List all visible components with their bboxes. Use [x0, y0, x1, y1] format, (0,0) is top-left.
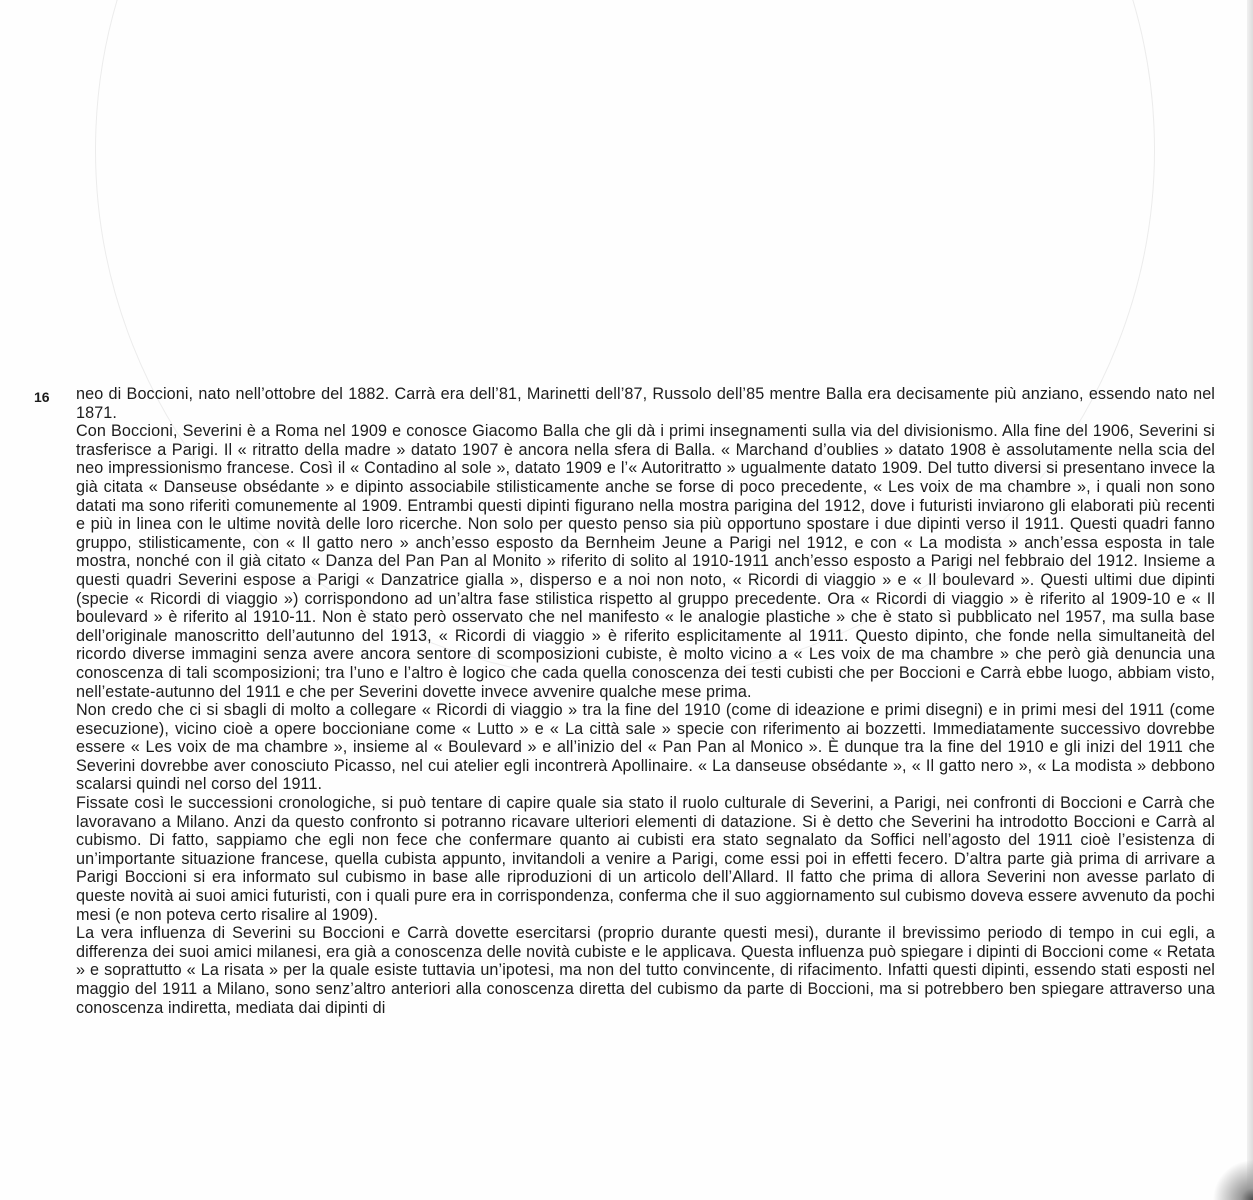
paragraph: neo di Boccioni, nato nell’ottobre del 1882. Carrà era dell’81, Marinetti dell’87, Russolo dell’85 mentre Balla era decisamente più anziano, essendo nato nel 1871. — [76, 385, 1215, 422]
page-edge — [1247, 0, 1253, 1200]
paragraph: Non credo che ci si sbagli di molto a collegare « Ricordi di viaggio » tra la fine del 1910 (come di ideazione e primi disegni) e in primi mesi del 1911 (come esecuzione), vicino cioè a opere boccioniane come « Lutto » e « La città sale » specie con riferimento ai bozzetti. Immediatamente successivo dovrebbe essere « Les voix de ma chambre », insieme al « Boulevard » e all’inizio del « Pan Pan al Monico ». È dunque tra la fine del 1910 e gli inizi del 1911 che Severini dovrebbe aver conosciuto Picasso, nel cui atelier egli incontrerà Apollinaire. « La danseuse obsédante », « Il gatto nero », « La modista » debbono scalarsi quindi nel corso del 1911. — [76, 701, 1215, 794]
paragraph: Fissate così le successioni cronologiche, si può tentare di capire quale sia stato il ruolo culturale di Severini, a Parigi, nei confronti di Boccioni e Carrà che lavoravano a Milano. Anzi da questo confronto si potranno ricavare ulteriori elementi di datazione. Si è detto che Severini ha introdotto Boccioni e Carrà al cubismo. Di fatto, sappiamo che egli non fece che confermare quanto ai cubisti era stato segnalato da Soffici nell’agosto del 1911 cioè l’esistenza di un’importante situazione francese, quella cubista appunto, invitandoli a venire a Parigi, come essi poi in effetti fecero. D’altra parte già prima di arrivare a Parigi Boccioni si era informato sul cubismo in base alle riproduzioni di un articolo dell’Allard. Il fatto che prima di allora Severini non avesse parlato di queste novità ai suoi amici futuristi, con i quali pure era in corrispondenza, conferma che il suo aggiornamento sul cubismo doveva essere avvenuto da pochi mesi (e non poteva certo risalire al 1909). — [76, 794, 1215, 924]
paragraph: Con Boccioni, Severini è a Roma nel 1909 e conosce Giacomo Balla che gli dà i primi insegnamenti sulla via del divisionismo. Alla fine del 1906, Severini si trasferisce a Parigi. Il « ritratto della madre » datato 1907 è ancora nella sfera di Balla. « Marchand d’oublies » datato 1908 è assolutamente nella scia del neo impressionismo francese. Così il « Contadino al sole », datato 1909 e l’« Autoritratto » ugualmente datato 1909. Del tutto diversi si presentano invece la già citata « Danseuse obsédante » e dipinto associabile stilisticamente anche se forse di poco precedente, « Les voix de ma chambre », i quali non sono datati ma sono riferiti comunemente al 1909. Entrambi questi dipinti figurano nella mostra parigina del 1912, dove i futuristi inviarono gli elaborati più recenti e più in linea con le ultime novità delle loro ricerche. Non solo per questo penso sia più opportuno spostare i due dipinti verso il 1911. Questi quadri fanno gruppo, stilisticamente, con « Il gatto nero » anch’esso esposto da Bernheim Jeune a Parigi nel 1912, e con « La modista » anch’essa esposta in tale mostra, nonché con il già citato « Danza del Pan Pan al Monito » riferito di solito al 1910-1911 anch’esso esposto a Parigi nel febbraio del 1912. Insieme a questi quadri Severini espose a Parigi « Danzatrice gialla », disperso e a noi non noto, « Ricordi di viaggio » e « Il boulevard ». Questi ultimi due dipinti (specie « Ricordi di viaggio ») corrispondono ad un’altra fase stilistica rispetto al gruppo precedente. Ora « Ricordi di viaggio » è riferito al 1909-10 e « Il boulevard » è riferito al 1910-11. Non è stato però osservato che nel manifesto « le analogie plastiche » che è stato sì pubblicato nel 1957, ma sulla base dell’originale manoscritto dell’autunno del 1913, « Ricordi di viaggio » è riferito esplicitamente al 1911. Questo dipinto, che fonde nella simultaneità del ricordo diverse immagini senza avere ancora sentore di scomposizioni cubiste, è molto vicino a « Les voix de ma chambre » che però già denuncia una conoscenza di tali scomposizioni; tra l’uno e l’altro è logico che cada quella conoscenza dei testi cubisti che per Boccioni e Carrà ebbe luogo, abbiam visto, nell’estate-autunno del 1911 e che per Severini dovette invece avvenire qualche mese prima. — [76, 422, 1215, 701]
paragraph: La vera influenza di Severini su Boccioni e Carrà dovette esercitarsi (proprio durante questi mesi), durante il brevissimo periodo di tempo in cui egli, a differenza dei suoi amici milanesi, era già a conoscenza delle novità cubiste e le applicava. Questa influenza può spiegare i dipinti di Boccioni come « Retata » e soprattutto « La risata » per la quale esiste tuttavia un’ipotesi, ma non del tutto convincente, di rifacimento. Infatti questi dipinti, essendo stati esposti nel maggio del 1911 a Milano, sono senz’altro anteriori alla conoscenza diretta del cubismo da parte di Boccioni, ma si potrebbero ben spiegare attraverso una conoscenza indiretta, mediata dai dipinti di — [76, 924, 1215, 1017]
body-text — [76, 385, 1215, 1017]
page-number: 16 — [34, 389, 50, 405]
page-corner-shadow — [1193, 1160, 1253, 1200]
